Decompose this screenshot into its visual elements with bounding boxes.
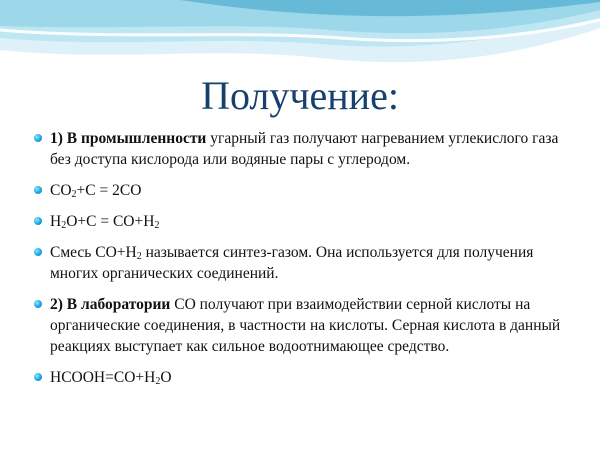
list-item-reaction-3: [36, 367, 581, 388]
formula-part: O+C = CO+H: [66, 213, 155, 230]
bullet-icon: [34, 373, 42, 381]
wave-header-decoration: [0, 0, 600, 80]
laboratory-text: CO получают при взаимодействии серной кислоты на органические соединения, в частности на кислоты. Серная кислота в данный реакциях выступает как сильное водоотнимающее средство.: [50, 296, 561, 355]
formula-part: O: [160, 369, 172, 386]
formula-part: CO: [50, 182, 72, 199]
slide-title: Получение:: [201, 73, 399, 118]
formula-part: +C = 2CO: [76, 182, 142, 199]
formula-part: HCOOH=CO+H: [50, 369, 156, 386]
list-item-laboratory: [36, 294, 581, 357]
formula-subscript: 2: [136, 251, 142, 262]
industry-text: угарный газ получают нагреванием углекислого газа без доступа кислорода или водяные пары с углеродом.: [50, 130, 559, 168]
bullet-icon: [34, 248, 42, 256]
bullet-list: [36, 128, 581, 398]
list-item-industry: [36, 128, 581, 170]
bullet-icon: [34, 186, 42, 194]
bullet-icon: [34, 217, 42, 225]
formula-part: H: [50, 213, 62, 230]
formula-subscript: 2: [71, 189, 77, 200]
text-part: называется синтез-газом. Она используется для получения многих органических соединений.: [50, 244, 534, 282]
industry-heading: 1) В промышленности: [50, 130, 207, 147]
formula-subscript: 2: [61, 220, 67, 231]
list-item-synthesis-gas: [36, 242, 581, 284]
text-part: Смесь CO+H: [50, 244, 137, 261]
laboratory-heading: 2) В лаборатории: [50, 296, 171, 313]
bullet-icon: [34, 300, 42, 308]
formula-subscript: 2: [155, 376, 161, 387]
list-item-reaction-2: [36, 211, 581, 232]
formula-subscript: 2: [154, 220, 160, 231]
bullet-icon: [34, 134, 42, 142]
list-item-reaction-1: [36, 180, 581, 201]
